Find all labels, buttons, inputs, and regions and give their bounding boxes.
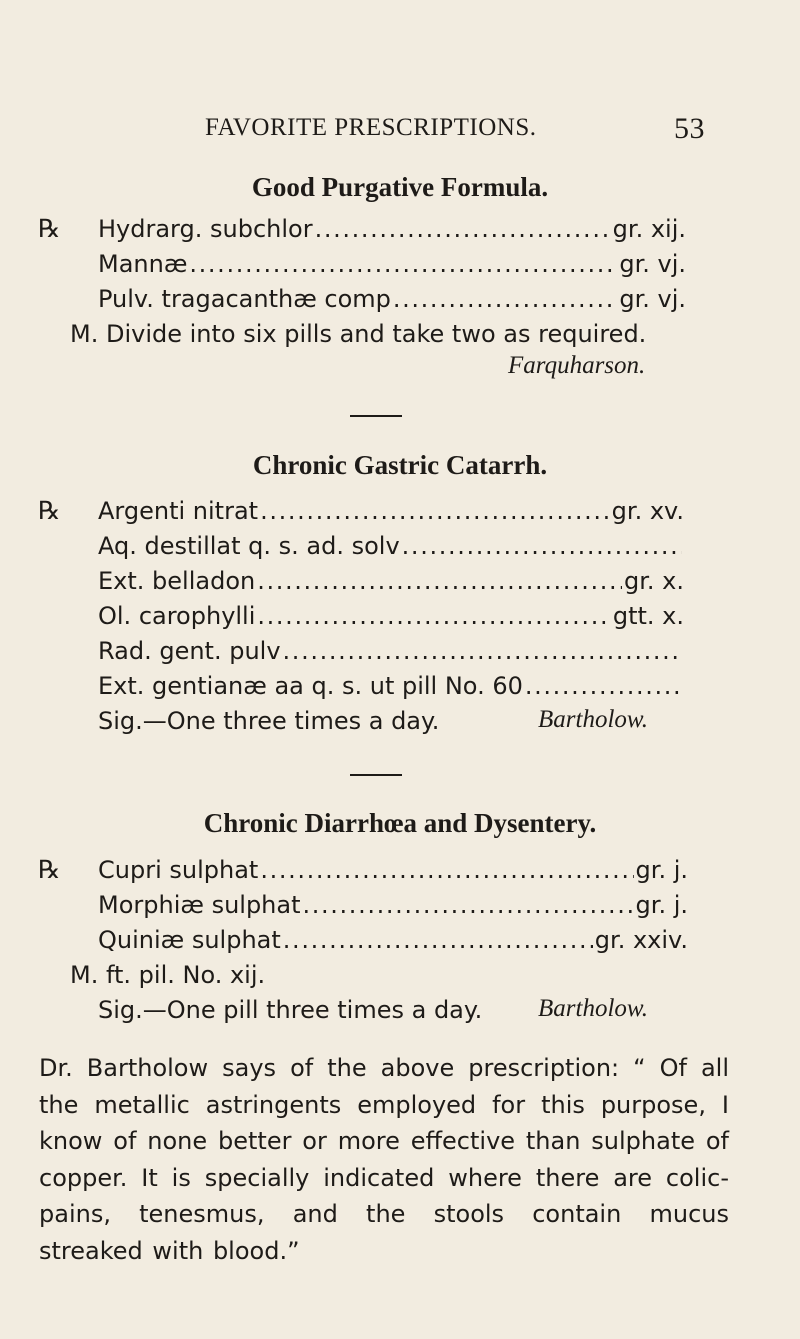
ingredient-line [98, 671, 684, 701]
ingredient-name: Pulv. tragacanthæ comp [98, 285, 391, 313]
ingredient-dose: gr. j. [635, 856, 688, 884]
ingredient-line [98, 531, 684, 561]
directions: Sig.—One pill three times a day. [98, 996, 483, 1024]
ingredient-name: Hydrarg. subchlor [98, 215, 313, 243]
ingredient-dose: gr. vj. [619, 285, 686, 313]
ingredient-dose: gr. xxiv. [594, 926, 688, 954]
ingredient-name: Aq. destillat q. s. ad. solv [98, 532, 400, 560]
ingredient-line [98, 284, 686, 314]
ingredient-line [98, 601, 684, 631]
author-signature: Bartholow. [538, 706, 648, 733]
rx-symbol: ℞ [38, 855, 61, 884]
leader-dots [257, 566, 622, 596]
directions: Sig.—One three times a day. [98, 707, 440, 735]
leader-dots [257, 601, 610, 631]
leader-dots [189, 249, 617, 279]
ingredient-name: Cupri sulphat [98, 856, 259, 884]
ingredient-line [98, 636, 684, 666]
page-number: 53 [674, 112, 705, 145]
running-title: FAVORITE PRESCRIPTIONS. [205, 114, 537, 141]
ingredient-name: Argenti nitrat [98, 497, 259, 525]
directions: M. Divide into six pills and take two as required. [70, 320, 647, 348]
rx-symbol: ℞ [38, 496, 61, 525]
leader-dots [402, 531, 682, 561]
ingredient-dose: gr. xij. [612, 215, 686, 243]
mix-instruction: M. ft. pil. No. xij. [70, 961, 266, 989]
commentary-paragraph: Dr. Bartholow says of the above prescription: “ Of all the metallic astringents employed for this purpose, I know of none better or more effective than sulphate of copper. It is specially indicated where there are colic-pains, tenesmus, and the stools contain mucus streaked with blood.” [39, 1054, 729, 1265]
leader-dots [315, 214, 611, 244]
ingredient-line [98, 249, 686, 279]
ingredient-name: Rad. gent. pulv [98, 637, 281, 665]
leader-dots [525, 671, 682, 701]
ingredient-line [98, 566, 684, 596]
section-title-diarrhoea: Chronic Diarrhœa and Dysentery. [203, 808, 597, 838]
ingredient-name: Ol. carophylli [98, 602, 256, 630]
leader-dots [260, 855, 633, 885]
ingredient-name: Ext. gentianæ aa q. s. ut pill No. 60 [98, 672, 523, 700]
ingredient-line [98, 496, 684, 526]
leader-dots [283, 925, 593, 955]
section-divider [350, 774, 402, 776]
section-divider [350, 415, 402, 417]
author-signature: Bartholow. [538, 995, 648, 1022]
running-head [205, 112, 705, 145]
leader-dots [303, 890, 634, 920]
ingredient-name: Ext. belladon [98, 567, 256, 595]
leader-dots [283, 636, 682, 666]
leader-dots [260, 496, 610, 526]
ingredient-dose: gr. j. [635, 891, 688, 919]
ingredient-dose: gr. vj. [619, 250, 686, 278]
ingredient-name: Mannæ [98, 250, 188, 278]
section-title-purgative: Good Purgative Formula. [251, 172, 549, 202]
ingredient-line [98, 890, 688, 920]
ingredient-dose: gr. xv. [611, 497, 684, 525]
ingredient-dose: gr. x. [624, 567, 684, 595]
ingredient-name: Quiniæ sulphat [98, 926, 281, 954]
leader-dots [393, 284, 617, 314]
rx-symbol: ℞ [38, 214, 61, 243]
ingredient-line [98, 925, 688, 955]
section-title-gastric: Chronic Gastric Catarrh. [252, 450, 548, 480]
ingredient-name: Morphiæ sulphat [98, 891, 301, 919]
author-signature: Farquharson. [508, 352, 646, 379]
ingredient-line [98, 855, 688, 885]
ingredient-line [98, 214, 686, 244]
ingredient-dose: gtt. x. [612, 602, 684, 630]
